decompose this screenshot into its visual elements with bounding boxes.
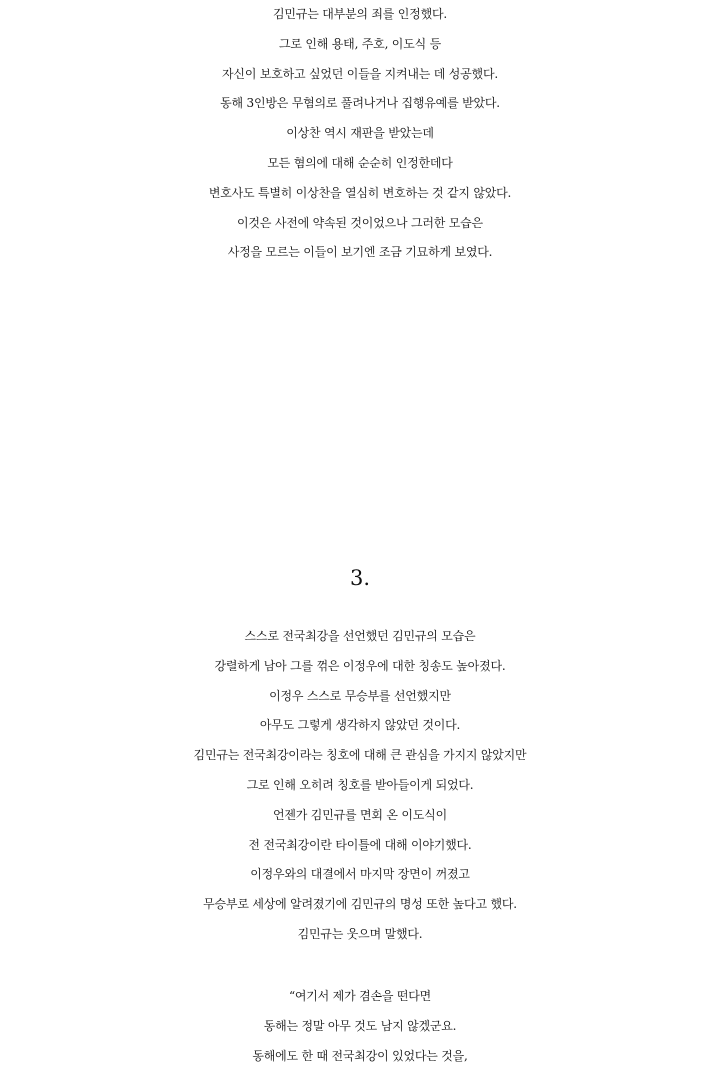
- text-line: 자신이 보호하고 싶었던 이들을 지켜내는 데 성공했다.: [222, 66, 498, 81]
- paragraph-1: [0, 0, 720, 268]
- text-line: 동해에도 한 때 전국최강이 있었다는 것을,: [252, 1048, 468, 1063]
- text-line: 언젠가 김민규를 면회 온 이도식이: [273, 807, 447, 822]
- text-line: 이것은 사전에 약속된 것이었으나 그러한 모습은: [237, 215, 483, 230]
- text-line: 전 전국최강이란 타이틀에 대해 이야기했다.: [248, 837, 472, 852]
- text-line: 스스로 전국최강을 선언했던 김민규의 모습은: [244, 629, 476, 643]
- text-line: 강렬하게 남아 그를 꺾은 이정우에 대한 칭송도 높아졌다.: [214, 658, 506, 673]
- paragraph-2: [0, 622, 720, 950]
- text-line: 김민규는 웃으며 말했다.: [297, 926, 423, 941]
- text-line: 이상찬 역시 재판을 받았는데: [286, 126, 434, 141]
- text-line: 김민규는 전국최강이라는 칭호에 대해 큰 관심을 가지지 않았지만: [193, 748, 527, 763]
- text-line: 이정우 스스로 무승부를 선언했지만: [269, 688, 451, 703]
- text-line: 변호사도 특별히 이상찬을 열심히 변호하는 것 같지 않았다.: [208, 185, 512, 200]
- text-line: 그로 인해 오히려 칭호를 받아들이게 되었다.: [246, 777, 474, 792]
- text-line: 무승부로 세상에 알려졌기에 김민규의 명성 또한 높다고 했다.: [203, 897, 517, 912]
- section-number: 3.: [349, 566, 371, 590]
- text-line: 동해는 정말 아무 것도 남지 않겠군요.: [263, 1018, 457, 1033]
- text-line: 아무도 그렇게 생각하지 않았던 것이다.: [259, 718, 461, 733]
- text-line: 이정우와의 대결에서 마지막 장면이 꺼졌고: [250, 867, 470, 882]
- text-line: 김민규는 대부분의 죄를 인정했다.: [273, 7, 447, 21]
- text-line: 그로 인해 용태, 주호, 이도식 등: [278, 36, 441, 51]
- text-line: 동해 3인방은 무혐의로 풀려나거나 집행유예를 받았다.: [220, 96, 500, 111]
- text-line: 모든 혐의에 대해 순순히 인정한데다: [267, 155, 453, 170]
- paragraph-3: [0, 982, 720, 1071]
- text-line: “여기서 제가 겸손을 떤다면: [288, 989, 432, 1003]
- text-line: 사정을 모르는 이들이 보기엔 조금 기묘하게 보였다.: [227, 245, 493, 260]
